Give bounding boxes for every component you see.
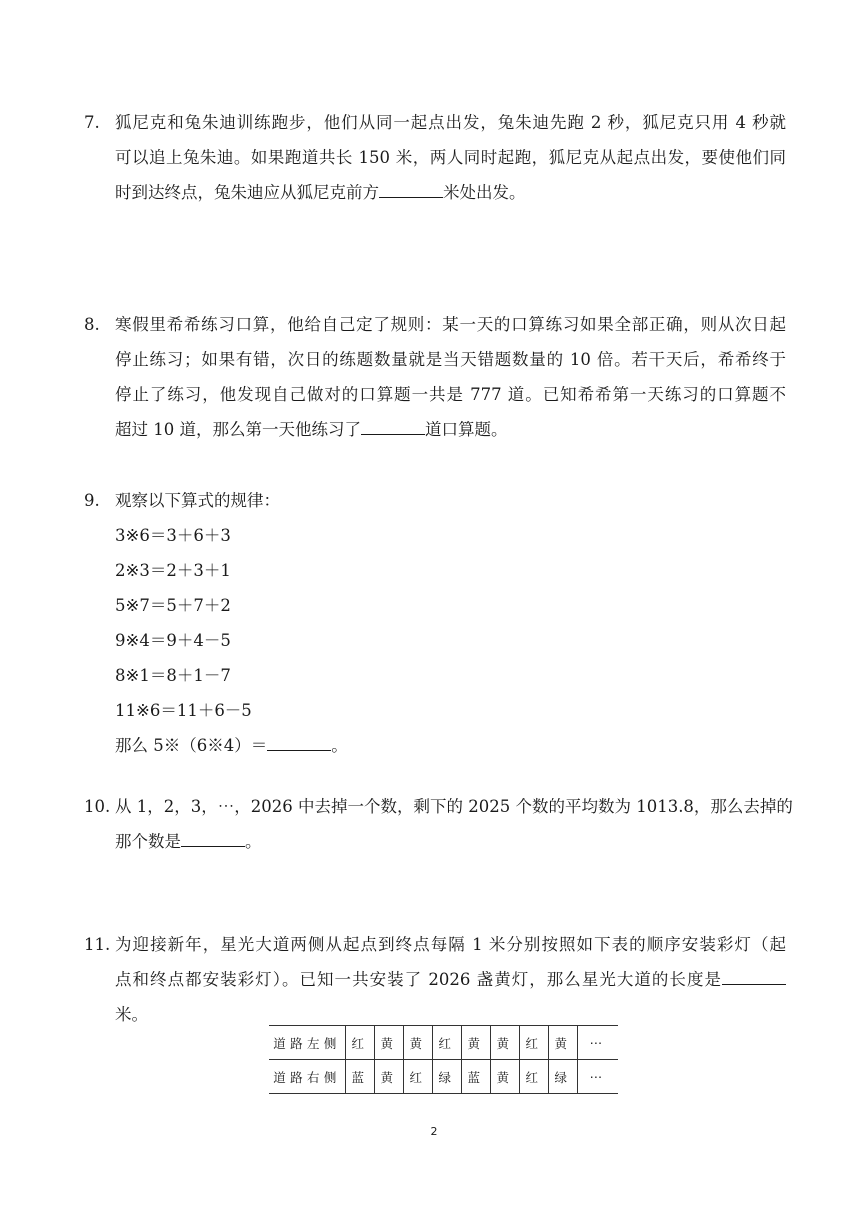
problem-line bbox=[115, 412, 786, 447]
line-text: 那么 5※（6※4）＝ bbox=[115, 736, 268, 755]
page-number: 2 bbox=[430, 1125, 438, 1138]
row-label: 道路右侧 bbox=[269, 1060, 346, 1094]
line-text: 那个数是 bbox=[115, 832, 181, 851]
problem-number: 10. bbox=[84, 797, 111, 816]
table-cell: 红 bbox=[404, 1060, 433, 1094]
equation: 3※6＝3＋6＋3 bbox=[115, 526, 231, 545]
answer-blank[interactable] bbox=[379, 181, 443, 198]
equation: 9※4＝9＋4－5 bbox=[115, 631, 231, 650]
problem-line: 为迎接新年，星光大道两侧从起点到终点每隔 1 米分别按照如下表的顺序安装彩灯（起 bbox=[115, 935, 786, 954]
line-text: 时到达终点，兔朱迪应从狐尼克前方 bbox=[115, 183, 379, 202]
problem-11 bbox=[84, 927, 786, 1032]
problem-intro: 观察以下算式的规律： bbox=[115, 491, 280, 510]
table-row bbox=[269, 1060, 618, 1094]
problem-line: 停止练习；如果有错，次日的练题数量就是当天错题数量的 10 倍。若干天后，希希终于 bbox=[115, 350, 786, 369]
problem-text bbox=[115, 789, 793, 859]
table-cell: 红 bbox=[520, 1026, 549, 1060]
problem-line bbox=[115, 962, 786, 997]
answer-blank[interactable] bbox=[361, 418, 425, 435]
table-cell: 绿 bbox=[549, 1060, 578, 1094]
table-cell: 黄 bbox=[462, 1026, 491, 1060]
table-cell: 蓝 bbox=[346, 1060, 375, 1094]
line-text: 点和终点都安装彩灯）。已知一共安装了 2026 盏黄灯，那么星光大道的长度是 bbox=[115, 970, 722, 989]
table-cell: 红 bbox=[346, 1026, 375, 1060]
table-cell: ⋯ bbox=[578, 1060, 619, 1094]
line-text: 。 bbox=[331, 736, 348, 755]
problem-line: 寒假里希希练习口算，他给自己定了规则：某一天的口算练习如果全部正确，则从次日起 bbox=[115, 315, 786, 334]
problem-number: 8. bbox=[84, 315, 100, 334]
problem-line: 米。 bbox=[115, 1005, 148, 1024]
equation: 8※1＝8＋1－7 bbox=[115, 666, 231, 685]
problem-line bbox=[115, 175, 786, 210]
equation: 5※7＝5＋7＋2 bbox=[115, 596, 231, 615]
problem-text bbox=[115, 483, 786, 763]
table-cell: 蓝 bbox=[462, 1060, 491, 1094]
table-cell: 红 bbox=[433, 1026, 462, 1060]
problem-question bbox=[115, 728, 786, 763]
table-cell: 黄 bbox=[375, 1026, 404, 1060]
problem-line: 可以追上兔朱迪。如果跑道共长 150 米，两人同时起跑，狐尼克从起点出发，要使他们同 bbox=[115, 148, 786, 167]
answer-blank[interactable] bbox=[267, 734, 331, 751]
line-text: 道口算题。 bbox=[425, 420, 508, 439]
problem-8 bbox=[84, 307, 786, 447]
problem-number: 11. bbox=[84, 935, 111, 954]
table-cell: 黄 bbox=[375, 1060, 404, 1094]
problem-line bbox=[115, 824, 786, 859]
problem-number: 7. bbox=[84, 113, 100, 132]
line-text: 超过 10 道，那么第一天他练习了 bbox=[115, 420, 361, 439]
problem-line: 停止了练习，他发现自己做对的口算题一共是 777 道。已知希希第一天练习的口算题不 bbox=[115, 385, 786, 404]
problem-9 bbox=[84, 483, 786, 763]
table-cell: 黄 bbox=[549, 1026, 578, 1060]
table-row bbox=[269, 1026, 618, 1060]
row-label: 道路左侧 bbox=[269, 1026, 346, 1060]
problem-line: 从 1，2，3，⋯，2026 中去掉一个数，剩下的 2025 个数的平均数为 1013.8，那么去掉的 bbox=[115, 797, 793, 816]
problem-7 bbox=[84, 105, 786, 210]
line-text: 米处出发。 bbox=[443, 183, 526, 202]
table-cell: 黄 bbox=[491, 1026, 520, 1060]
table-cell: 黄 bbox=[491, 1060, 520, 1094]
problem-text bbox=[115, 105, 786, 210]
equation: 11※6＝11＋6－5 bbox=[115, 701, 252, 720]
problem-line: 狐尼克和兔朱迪训练跑步，他们从同一起点出发，兔朱迪先跑 2 秒，狐尼克只用 4 秒就 bbox=[115, 113, 786, 132]
equation: 2※3＝2＋3＋1 bbox=[115, 561, 231, 580]
problem-text bbox=[115, 927, 786, 1032]
table-cell: 黄 bbox=[404, 1026, 433, 1060]
table-cell: ⋯ bbox=[578, 1026, 619, 1060]
problem-text bbox=[115, 307, 786, 447]
problem-10 bbox=[84, 789, 793, 859]
problem-number: 9. bbox=[84, 491, 100, 510]
line-text: 。 bbox=[245, 832, 262, 851]
lights-table bbox=[269, 1025, 618, 1094]
table-cell: 绿 bbox=[433, 1060, 462, 1094]
table-cell: 红 bbox=[520, 1060, 549, 1094]
answer-blank[interactable] bbox=[722, 968, 786, 985]
answer-blank[interactable] bbox=[181, 830, 245, 847]
